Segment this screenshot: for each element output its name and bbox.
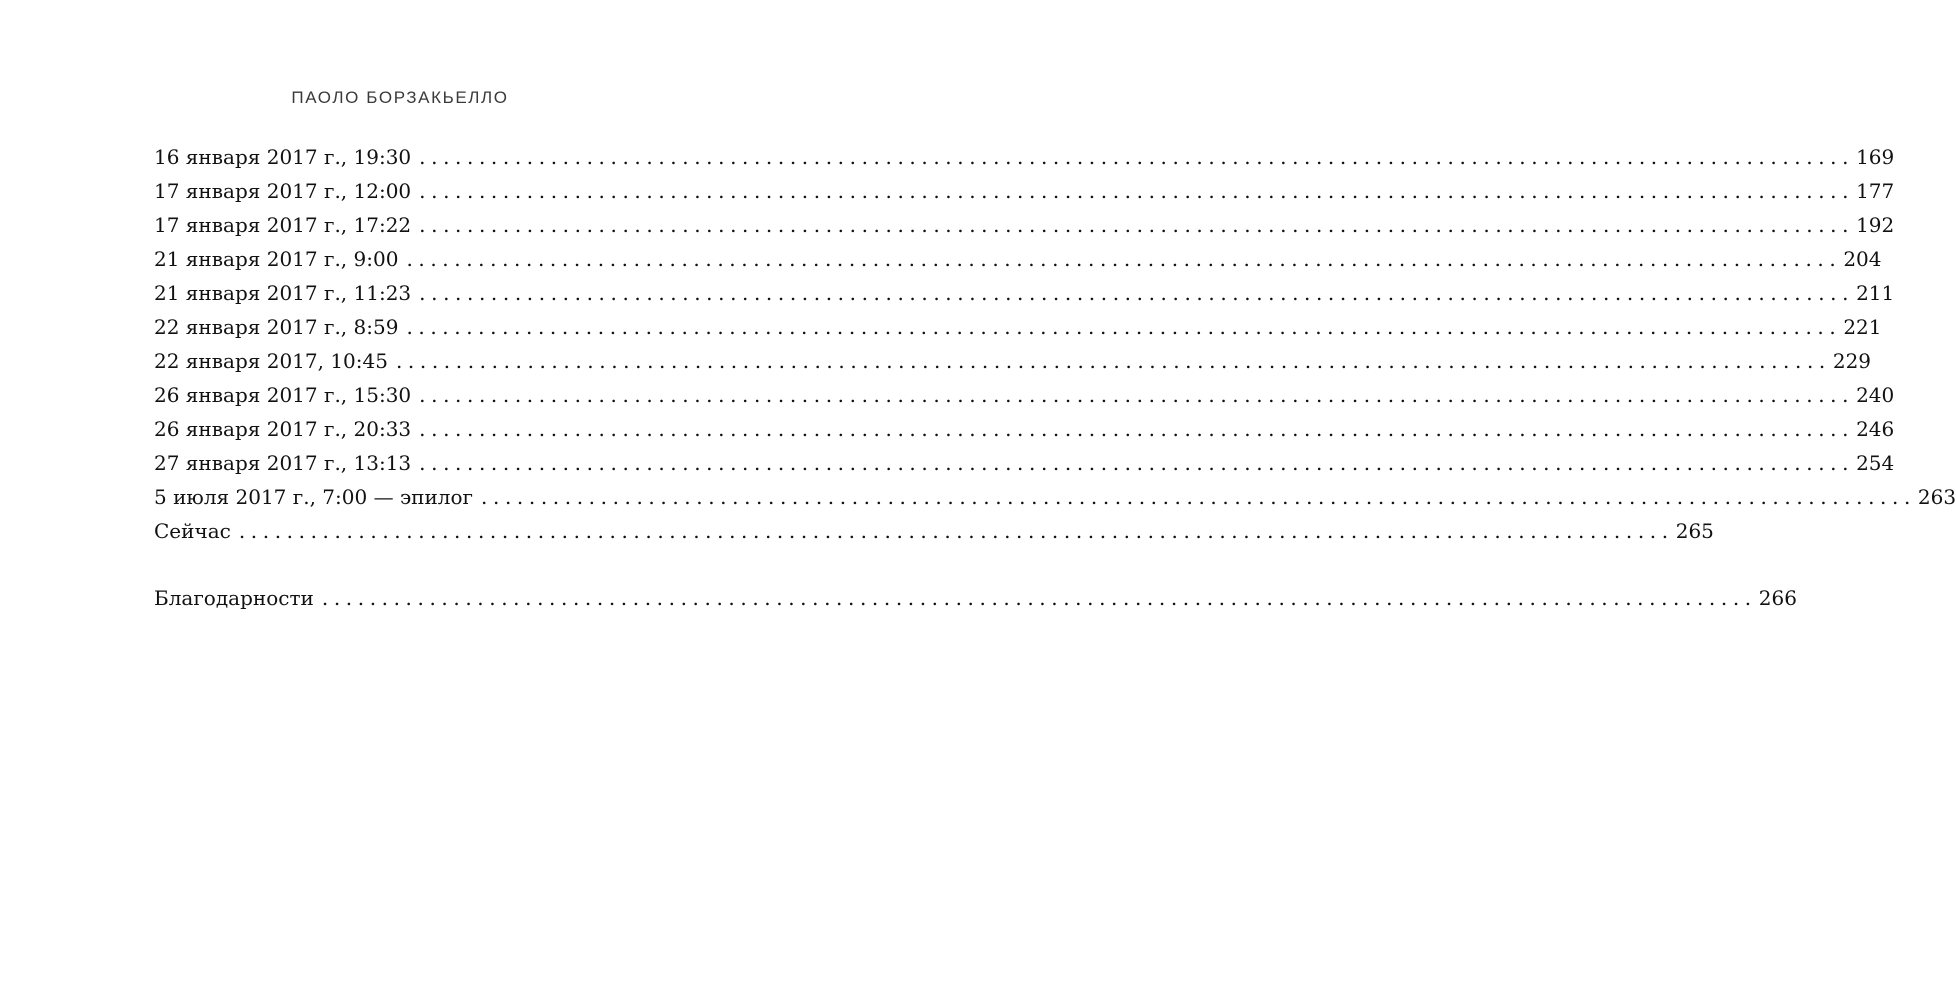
dot-leader: ........................................................................................................................: [419, 383, 1855, 407]
dot-leader: ........................................................................................................................: [406, 315, 1842, 339]
toc-entry-page-number: 229: [1832, 349, 1872, 373]
dot-leader: ........................................................................................................................: [419, 281, 1855, 305]
toc-entry: [154, 312, 1882, 346]
dot-leader: ........................................................................................................................: [419, 417, 1855, 441]
toc-entry: [154, 380, 1895, 414]
toc-entry: [154, 176, 1895, 210]
toc-entry-title: 16 января 2017 г., 19:30: [154, 145, 412, 169]
toc-entry-title: 17 января 2017 г., 17:22: [154, 213, 412, 237]
toc-entry-title: 26 января 2017 г., 20:33: [154, 417, 412, 441]
toc-entry-title: Благодарности: [154, 586, 314, 610]
toc-entry-page-number: 266: [1758, 586, 1797, 610]
toc-entry-title: 5 июля 2017 г., 7:00 — эпилог: [154, 485, 474, 509]
toc-entry-acknowledgements: [154, 583, 1797, 617]
toc-entry: [154, 414, 1895, 448]
toc-entry-page-number: 240: [1856, 383, 1895, 407]
toc-entry: [154, 142, 1895, 176]
toc-entry-page-number: 169: [1856, 145, 1895, 169]
toc-entry-title: 26 января 2017 г., 15:30: [154, 383, 412, 407]
dot-leader: ........................................................................................................................: [321, 586, 1757, 610]
toc-entry-title: 22 января 2017, 10:45: [154, 349, 388, 373]
toc-entry-title: 17 января 2017 г., 12:00: [154, 179, 412, 203]
table-of-contents: [154, 142, 1956, 617]
toc-entry: [154, 482, 1956, 516]
dot-leader: ........................................................................................................................: [238, 519, 1674, 543]
toc-entry-page-number: 211: [1856, 281, 1895, 305]
toc-entry: [154, 516, 1714, 550]
toc-entry: [154, 448, 1895, 482]
running-head-author: ПАОЛО БОРЗАКЬЕЛЛО: [291, 88, 509, 107]
toc-entry-page-number: 265: [1675, 519, 1714, 543]
toc-entry-title: 27 января 2017 г., 13:13: [154, 451, 412, 475]
dot-leader: ........................................................................................................................: [481, 485, 1916, 509]
toc-entry-page-number: 221: [1843, 315, 1882, 339]
toc-entry-title: 21 января 2017 г., 9:00: [154, 247, 399, 271]
toc-entry: [154, 244, 1882, 278]
dot-leader: ........................................................................................................................: [419, 213, 1855, 237]
dot-leader: ........................................................................................................................: [419, 145, 1855, 169]
dot-leader: ........................................................................................................................: [395, 349, 1831, 373]
dot-leader: ........................................................................................................................: [419, 179, 1855, 203]
toc-entry-page-number: 192: [1856, 213, 1895, 237]
toc-entry: [154, 210, 1895, 244]
toc-entry-page-number: 246: [1856, 417, 1895, 441]
toc-entry-page-number: 254: [1856, 451, 1895, 475]
toc-entry: [154, 278, 1895, 312]
toc-entry-page-number: 263: [1917, 485, 1956, 509]
toc-entry-title: 22 января 2017 г., 8:59: [154, 315, 399, 339]
dot-leader: ........................................................................................................................: [406, 247, 1842, 271]
toc-entry: [154, 346, 1872, 380]
toc-entry-page-number: 204: [1843, 247, 1882, 271]
dot-leader: ........................................................................................................................: [419, 451, 1855, 475]
toc-entry-title: 21 января 2017 г., 11:23: [154, 281, 412, 305]
toc-entry-title: Сейчас: [154, 519, 231, 543]
toc-entry-page-number: 177: [1856, 179, 1895, 203]
